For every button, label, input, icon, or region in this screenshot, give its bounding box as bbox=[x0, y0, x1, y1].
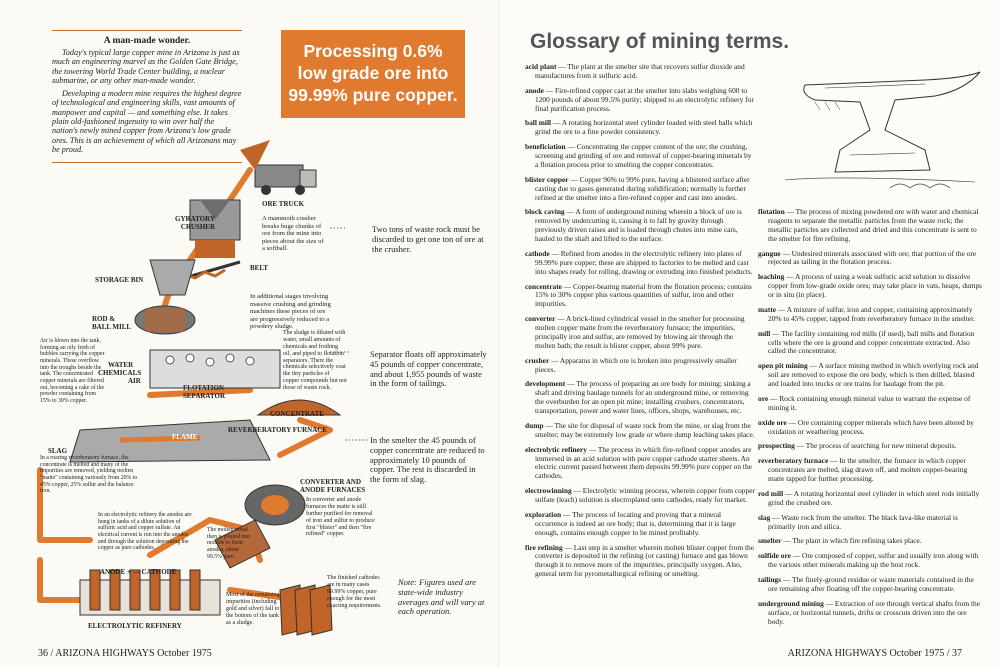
glossary-term: oxide ore bbox=[758, 417, 787, 427]
glossary-term: cathode bbox=[525, 248, 550, 258]
glossary-definition: — The site for disposal of waste rock from the mine, or slag from the smelter; may be extremely low grade or where dump leaching takes place. bbox=[535, 420, 755, 439]
label-anode-cathode: ANODE + — CATHODE bbox=[100, 568, 177, 576]
glossary-definition: — A rotating horizontal steel cylinder in which steel rods initially grind the crushed ore. bbox=[768, 488, 980, 507]
glossary-entry bbox=[758, 442, 984, 451]
glossary-definition: — A brick-lined cylindrical vessel in the smelter for processing molten copper matte from the reverberatory furnace; the impurities, principally iron and sulfur, are removed by blowing air through the molten bath; the result is blister copper, about 99% pure. bbox=[535, 314, 745, 350]
folio-right: ARIZONA HIGHWAYS October 1975 / 37 bbox=[787, 648, 962, 659]
label-storage-bin: STORAGE BIN bbox=[95, 276, 144, 284]
glossary-definition: — Fire-refined copper cast at the smelter into slabs weighing 600 to 1200 pounds of about 99.5% purity; shipped to an electrolytic refinery for final purification process. bbox=[535, 85, 754, 113]
cathode-plates-icon bbox=[280, 585, 332, 635]
side-note-smelter: In the smelter the 45 pounds of copper concentrate are reduced to approximately 10 pounds of copper. The rest is discarded in the form of slag. bbox=[370, 435, 485, 485]
glossary-entry bbox=[525, 119, 755, 137]
furnace-note: In a roaring reverberatory furnace, the concentrate is melted and many of the impurities are removed, yielding molten "matte" containing variously from 20% to 45% copper, 25% sulfur and the balance iron. bbox=[40, 455, 138, 495]
label-belt: BELT bbox=[250, 264, 269, 272]
glossary-entry bbox=[758, 514, 984, 532]
label-electrolytic-refinery: ELECTROLYTIC REFINERY bbox=[88, 622, 182, 630]
glossary-definition: — The process of locating and proving that a mineral occurrence is indeed an ore body; that is, determining that it is large enough, contains enough copper to be mined profitably. bbox=[535, 509, 736, 537]
glossary-term: electrowinning bbox=[525, 486, 572, 496]
glossary-entry bbox=[758, 457, 984, 484]
glossary-term: slag bbox=[758, 512, 771, 522]
label-slag: SLAG bbox=[48, 447, 68, 455]
label-air: AIR bbox=[128, 377, 141, 385]
glossary-term: reverberatory furnace bbox=[758, 456, 829, 466]
glossary-definition: — Waste rock from the smelter. The black lava-like material is primarily iron and silica. bbox=[768, 512, 958, 531]
glossary-definition: — A process of using a weak sulfuric acid solution to dissolve copper from low-grade oxide ores; may take place in vats, heaps, dumps or in situ (in place). bbox=[768, 272, 983, 299]
glossary-entry bbox=[525, 283, 755, 310]
refinery-note: In an electrolytic refinery the anodes are hung in tanks of a dilute solution of sulfuric acid and copper sulfate. An electrical current is run into the anodes and through the solution depositing the copper as pure cathodes. bbox=[98, 512, 192, 552]
glossary-term: matte bbox=[758, 304, 777, 314]
glossary-term: fire refining bbox=[525, 542, 563, 552]
finished-note: The finished cathodes are in many cases 99.99% copper, pure enough for the most exacting requirements. bbox=[327, 575, 382, 609]
glossary-term: smelter bbox=[758, 536, 782, 546]
glossary-definition: — Refined from anodes in the electrolytic refinery into plates of 99.99% pure copper; these are shipped to factories to be melted and cast into shapes ready for rolling, drawing or extruding into finished products. bbox=[535, 248, 753, 276]
crusher-note: A mammoth crusher breaks huge chunks of ore from the mine into pieces about the size of a softball. bbox=[262, 215, 324, 253]
glossary-entry bbox=[525, 380, 755, 416]
glossary-definition: — Undesired minerals associated with ore; that portion of the ore rejected as tailing in the flotation process. bbox=[768, 248, 977, 267]
glossary-entry bbox=[525, 250, 755, 277]
glossary-entry bbox=[758, 330, 984, 357]
glossary-definition: — The finely-ground residue or waste materials contained in the ore remaining after floating off the copper-bearing concentrate. bbox=[768, 575, 974, 593]
molten-note: The molten metal then is poured into moulds to form anodes, about 99.5% pure. bbox=[207, 527, 251, 560]
glossary-entry bbox=[525, 143, 755, 170]
glossary-definition: — Concentrating the copper content of the ore; the crushing, screening and grinding of ore and removal of copper-bearing minerals by a flotation process prior to smelting the copper concentrates. bbox=[535, 142, 752, 169]
glossary-entry bbox=[758, 419, 984, 437]
glossary-definition: — Electrolytic winning process, wherein copper from copper sulfate (leach) solution is electroplated onto cathodes, ready for market. bbox=[535, 486, 755, 504]
glossary-entry bbox=[758, 552, 984, 570]
side-note-separator: Separator floats off approximately 45 pounds of copper concentrate, and about 1,955 pounds of waste in the form of tailings. bbox=[370, 349, 487, 389]
glossary-column-2 bbox=[758, 208, 984, 632]
glossary-column-1 bbox=[525, 63, 755, 585]
glossary-definition: — Copper-bearing material from the flotation process; contains 15% to 30% copper plus various quantities of sulfur, iron and other impurities. bbox=[535, 281, 752, 309]
glossary-definition: — Apparatus in which ore is broken into progressively smaller pieces. bbox=[535, 355, 737, 374]
label-chemicals: CHEMICALS bbox=[98, 369, 142, 377]
label-rod-ball-mill: ROD & BALL MILL bbox=[92, 315, 132, 332]
label-flame: FLAME bbox=[172, 433, 198, 441]
glossary-entry bbox=[525, 87, 755, 114]
glossary-definition: — The facility containing rod mills (if used), ball mills and flotation cells where the ore is ground and copper concentrate extracted. Also called the concentrator. bbox=[768, 328, 975, 356]
glossary-term: ball mill bbox=[525, 118, 552, 128]
label-converter-anode: CONVERTER AND ANODE FURNACES bbox=[300, 478, 366, 495]
label-water: WATER bbox=[108, 361, 134, 369]
glossary-term: block caving bbox=[525, 207, 565, 217]
refinery-tank-icon bbox=[80, 570, 220, 615]
glossary-entry bbox=[758, 273, 984, 300]
glossary-term: underground mining bbox=[758, 598, 824, 608]
glossary-definition: — A rotating horizontal steel cylinder loaded with steel balls which grind the ore to a fine powder consistency. bbox=[535, 118, 753, 137]
right-page bbox=[500, 0, 1000, 667]
intro-paragraph: Developing a modern mine requires the highest degree of technological and engineering skills, vast amounts of manpower and capital — and something else. It takes plain old-fashioned ingenuity to win over half the nation's newly mined copper from Arizona's low grade ores. This is an achievement of which all Arizonans may be proud. bbox=[52, 88, 242, 155]
glossary-definition: — A mixture of sulfur, iron and copper, containing approximately 20% to 45% copper, tapped from reverberatory furnace in the smelter. bbox=[768, 304, 975, 323]
glossary-definition: — Extraction of ore through vertical shafts from the surface, or horizontal tunnels, drifts or crosscuts driven into the ore body. bbox=[768, 598, 980, 626]
glossary-definition: — The process of mixing powdered ore with water and chemical reagents to separate the metallic particles from the waste rock; the metallic particles are collected and dried and this concentrate is sent to the smelter for fire refining. bbox=[768, 207, 979, 243]
folio-left: 36 / ARIZONA HIGHWAYS October 1975 bbox=[38, 648, 212, 659]
storage-bin-icon bbox=[150, 260, 195, 295]
glossary-entry bbox=[758, 362, 984, 389]
glossary-definition: — Ore containing copper minerals which have been altered by oxidation or weathering process. bbox=[768, 417, 974, 436]
glossary-term: development bbox=[525, 379, 566, 389]
glossary-term: open pit mining bbox=[758, 361, 808, 371]
glossary-term: concentrate bbox=[525, 281, 562, 291]
glossary-entry bbox=[758, 576, 984, 594]
glossary-term: acid plant bbox=[525, 62, 557, 71]
glossary-title: Glossary of mining terms. bbox=[530, 30, 790, 53]
glossary-definition: — Last step in a smelter wherein molten blister copper from the converter is deposited in the refining (or casting) furnace and gas blown through it to remove more of the impurities, principally oxygen. Also, general term for pyrometallurgical refining or smelting. bbox=[535, 542, 754, 579]
glossary-entry bbox=[758, 490, 984, 508]
label-concentrate: CONCENTRATE bbox=[270, 410, 324, 418]
glossary-definition: — The process in which fire-refined copper anodes are immersed in an acid solution with pure copper cathode starter sheets. An electric current passed between them deposits 99.99% pure copper on the cathodes. bbox=[535, 444, 752, 481]
flotation-tank-icon bbox=[150, 350, 280, 388]
label-gyratory-crusher: GYRATORY CRUSHER bbox=[175, 215, 215, 232]
glossary-entry bbox=[758, 600, 984, 627]
glossary-term: mill bbox=[758, 328, 771, 338]
glossary-entry bbox=[525, 446, 755, 482]
glossary-entry bbox=[525, 357, 755, 375]
glossary-term: blister copper bbox=[525, 174, 569, 184]
glossary-term: exploration bbox=[525, 509, 562, 519]
glossary-entry bbox=[525, 544, 755, 580]
glossary-entry bbox=[525, 511, 755, 538]
side-note-figures: Note: Figures used are state-wide industry averages and will vary at each operation. bbox=[398, 577, 485, 617]
glossary-definition: — The plant in which fire refining takes place. bbox=[781, 536, 922, 546]
glossary-term: converter bbox=[525, 314, 556, 324]
ball-mill-icon bbox=[135, 306, 195, 334]
side-note-waste-rock: Two tons of waste rock must be discarded to get one ton of ore at the crusher. bbox=[372, 224, 484, 254]
glossary-term: tailings bbox=[758, 575, 781, 584]
glossary-term: anode bbox=[525, 85, 544, 95]
glossary-definition: — Rock containing enough mineral value to warrant the expense of mining it. bbox=[768, 393, 971, 412]
glossary-term: crusher bbox=[525, 355, 550, 365]
glossary-entry bbox=[758, 395, 984, 413]
glossary-term: electrolytic refinery bbox=[525, 444, 587, 454]
glossary-term: gangue bbox=[758, 248, 781, 258]
glossary-term: prospecting bbox=[758, 441, 795, 451]
glossary-definition: — Ore composed of copper, sulfur and usually iron along with the various other minerals making up the host rock. bbox=[768, 551, 979, 570]
intro-paragraph: Today's typical large copper mine in Arizona is just as much an engineering marvel as the Golden Gate Bridge, the towering World Trade Center building, a nuclear submarine, or any other man-made wonder. bbox=[52, 48, 240, 86]
glossary-entry bbox=[525, 63, 755, 81]
glossary-entry bbox=[758, 537, 984, 546]
impurities-note: Most of the remaining impurities (including gold and silver) fall to the bottom of the tank as a sludge. bbox=[226, 592, 280, 626]
process-title: Processing 0.6% low grade ore into 99.99% pure copper. bbox=[281, 30, 465, 118]
glossary-definition: — In the smelter, the furnace in which copper concentrates are melted, slag drawn off, and molten copper-bearing matte tapped for further processing. bbox=[768, 456, 968, 483]
glossary-entry bbox=[758, 208, 984, 244]
label-ore-truck: ORE TRUCK bbox=[262, 200, 305, 208]
label-flotation-separator: FLOTATION SEPARATOR bbox=[183, 384, 226, 401]
glossary-entry bbox=[525, 208, 755, 244]
converter-icon bbox=[245, 485, 305, 525]
glossary-definition: — A form of underground mining wherein a block of ore is removed by undercutting it, causing it to fall by gravity through previously driven raises and is loaded through chutes into mine cars, hauled to the shaft and lifted to the surface. bbox=[535, 207, 742, 243]
label-reverberatory-furnace: REVERBERATORY FURNACE bbox=[228, 426, 327, 434]
glossary-definition: — The process of searching for new mineral deposits. bbox=[794, 441, 957, 451]
glossary-term: ore bbox=[758, 393, 769, 403]
grinding-note: In additional stages involving massive crushing and grinding machines these pieces of ore are progressively reduced to a powdery sludge. bbox=[250, 293, 331, 331]
glossary-entry bbox=[758, 250, 984, 268]
glossary-entry bbox=[758, 306, 984, 324]
glossary-definition: — Copper 96% to 99% pure, having a blistered surface after casting due to gases generated during solidification; normally is further refined at the smelter into a fire-refined copper and cast into anodes. bbox=[535, 174, 750, 202]
intro-heading: A man-made wonder. bbox=[103, 36, 191, 46]
glossary-entry bbox=[525, 315, 755, 351]
glossary-definition: — A surface mining method in which overlying rock and soil are removed to expose the ore body, which is then drilled, blasted and loaded into trucks or ore trains for haulage from the pit. bbox=[768, 361, 979, 388]
glossary-term: rod mill bbox=[758, 488, 784, 498]
glossary-definition: — The plant at the smelter site that recovers sulfur dioxide and manufactures from it sulfuric acid. bbox=[535, 62, 745, 80]
glossary-definition: — The process of preparing an ore body for mining; sinking a shaft and driving haulage tunnels for an underground mine, or removing the overburden for an open pit mine; installing crushers, concentrators, transportation, power and water lines, offices, shops, warehouses, etc. bbox=[535, 379, 751, 415]
glossary-term: flotation bbox=[758, 207, 785, 216]
glossary-entry bbox=[525, 422, 755, 440]
glossary-term: dump bbox=[525, 420, 544, 430]
glossary-entry bbox=[525, 176, 755, 203]
glossary-term: sulfide ore bbox=[758, 551, 791, 561]
glossary-term: beneficiation bbox=[525, 142, 566, 152]
anvil-sketch-icon bbox=[775, 30, 985, 200]
air-note: Air is blown into the tank, forming an oily froth of bubbles carrying the copper minerals. These overflow into the troughs beside the tank. The concentrated copper minerals are filtered out, becoming a cake of the powder containing from 15% to 30% copper. bbox=[40, 338, 105, 404]
sludge-note: The sludge is diluted with water, small amounts of chemicals and frothing oil, and piped to flotation separators. There the chemicals selectively coat the tiny particles of copper compounds but not those of waste rock. bbox=[283, 330, 347, 392]
converter-note: In converter and anode furnaces the matte is still further purified for removal of iron and sulfur to produce first "blister" and then "fire refined" copper. bbox=[306, 497, 375, 538]
glossary-term: leaching bbox=[758, 272, 785, 282]
glossary-entry bbox=[525, 487, 755, 505]
